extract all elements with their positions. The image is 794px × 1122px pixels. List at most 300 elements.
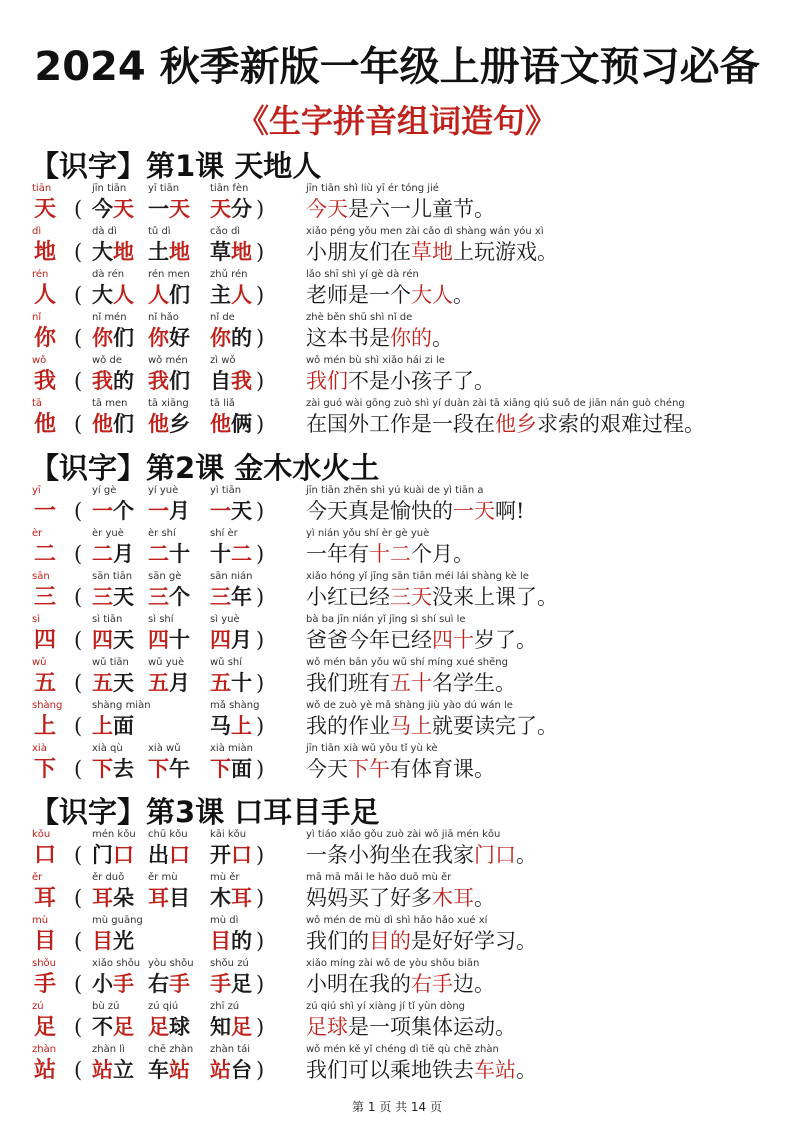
word-pinyin [210, 743, 253, 755]
sentence-segment: 一条小狗坐在我家 [306, 843, 474, 867]
sentence-segment: 一天 [453, 499, 495, 523]
character-row [0, 226, 794, 268]
pinyin-syllable: dì [161, 226, 171, 237]
word-char: 他 [210, 411, 231, 436]
word [148, 281, 190, 309]
word [210, 410, 252, 438]
word-char: 开 [210, 842, 231, 867]
word [92, 410, 134, 438]
word-char: 好 [169, 325, 190, 350]
character: 口 [34, 842, 57, 868]
example-sentence [306, 755, 495, 783]
word-pinyin [148, 829, 188, 841]
open-paren: ( [74, 1015, 83, 1039]
word-pinyin [92, 528, 124, 540]
character-pinyin: tiān [32, 183, 52, 194]
open-paren: ( [74, 412, 83, 436]
word-pinyin [148, 355, 188, 367]
open-paren: ( [74, 843, 83, 867]
word-char: 台 [231, 1057, 252, 1082]
word-char: 手 [169, 971, 190, 996]
sentence-segment: 三天 [390, 585, 432, 609]
word-char: 天 [169, 196, 190, 221]
sentence-pinyin: xiǎo péng yǒu men zài cǎo dì shàng wán yóu xì [306, 226, 544, 237]
character: 耳 [34, 885, 57, 911]
open-paren: ( [74, 929, 83, 953]
pinyin-syllable: èr [92, 528, 103, 539]
pinyin-syllable: kǒu [117, 829, 136, 840]
word-pinyin [148, 614, 174, 626]
word-char: 目 [169, 885, 190, 910]
close-paren: ) [256, 929, 265, 953]
sentence-segment: 我们 [306, 369, 348, 393]
word [92, 841, 134, 869]
character: 地 [34, 239, 57, 265]
word-char: 分 [231, 196, 252, 221]
pinyin-syllable: wǒ [148, 355, 163, 366]
word-pinyin [210, 1001, 239, 1013]
character-row [0, 743, 794, 785]
example-sentence [306, 626, 537, 654]
sentence-segment: 边。 [453, 972, 495, 996]
open-paren: ( [74, 757, 83, 781]
word-pinyin [210, 571, 252, 583]
word-pinyin [210, 872, 240, 884]
pinyin-syllable: zú [107, 1001, 120, 1012]
word [148, 367, 190, 395]
word [92, 583, 134, 611]
word-char: 四 [210, 627, 231, 652]
word-pinyin [92, 312, 127, 324]
pinyin-syllable: ěr [229, 872, 240, 883]
sentence-pinyin: wǒ de zuò yè mǎ shàng jiù yào dú wán le [306, 700, 513, 711]
pinyin-syllable: dà [92, 226, 105, 237]
character-pinyin: nǐ [32, 312, 42, 323]
pinyin-syllable: èr [227, 528, 238, 539]
word [148, 884, 190, 912]
word [210, 626, 252, 654]
character-row [0, 1044, 794, 1086]
word-char: 大 [92, 239, 113, 264]
word-pinyin [210, 614, 240, 626]
word-char: 他 [148, 411, 169, 436]
word-pinyin [148, 1001, 178, 1013]
open-paren: ( [74, 542, 83, 566]
word-pinyin [92, 614, 122, 626]
word-char: 口 [113, 842, 134, 867]
word [148, 841, 190, 869]
word [148, 540, 190, 568]
character-pinyin: sì [32, 614, 40, 625]
word-char: 我 [148, 368, 169, 393]
lesson-heading: 【识字】第2课 金木水火土 [30, 451, 380, 485]
sentence-segment: 岁了。 [474, 628, 537, 652]
word-pinyin [92, 571, 132, 583]
pinyin-syllable: mù [92, 915, 109, 926]
lesson-heading: 【识字】第3课 口耳目手足 [30, 795, 380, 829]
pinyin-syllable: shí [159, 614, 174, 625]
example-sentence [306, 841, 537, 869]
word-char: 上 [231, 713, 252, 738]
word-char: 的 [231, 928, 252, 953]
pinyin-syllable: rén [148, 269, 165, 280]
character-row [0, 571, 794, 613]
word [92, 970, 134, 998]
word-char: 朵 [113, 885, 134, 910]
word-pinyin [210, 226, 240, 238]
pinyin-syllable: xià [92, 743, 107, 754]
page-footer: 第 1 页 共 14 页 [352, 1100, 442, 1114]
word-pinyin [92, 269, 124, 281]
character-pinyin: wǔ [32, 657, 47, 668]
word-pinyin [148, 312, 179, 324]
word-char: 球 [169, 1014, 190, 1039]
word [148, 1056, 190, 1084]
example-sentence [306, 540, 474, 568]
pinyin-syllable: bù [92, 1001, 105, 1012]
pinyin-syllable: dì [107, 226, 117, 237]
pinyin-syllable: miàn [125, 700, 151, 711]
sentence-segment: 这本书是 [306, 326, 390, 350]
pinyin-syllable: shí [161, 528, 176, 539]
pinyin-syllable: ěr [92, 872, 103, 883]
pinyin-syllable: qù [110, 743, 123, 754]
word-pinyin [92, 657, 129, 669]
pinyin-syllable: mù [210, 872, 227, 883]
word-char: 一 [148, 498, 169, 523]
pinyin-syllable: sān [148, 571, 166, 582]
sentence-segment: 爸爸今年已经 [306, 628, 432, 652]
open-paren: ( [74, 585, 83, 609]
word-char: 目 [92, 928, 113, 953]
word-char: 手 [113, 971, 134, 996]
close-paren: ) [256, 326, 265, 350]
word-char: 人 [231, 282, 252, 307]
pinyin-syllable: rén [231, 269, 248, 280]
sentence-segment: 车站 [474, 1058, 516, 1082]
character-pinyin: dì [32, 226, 42, 237]
word-char: 月 [113, 541, 134, 566]
example-sentence [306, 238, 558, 266]
word-pinyin [210, 657, 242, 669]
word-char: 十 [169, 627, 190, 652]
pinyin-syllable: wǔ [148, 657, 163, 668]
sentence-segment: 。 [474, 886, 495, 910]
sentence-segment: 四十 [432, 628, 474, 652]
character-pinyin: shàng [32, 700, 63, 711]
open-paren: ( [74, 240, 83, 264]
word [148, 583, 190, 611]
word-pinyin [210, 700, 259, 712]
example-sentence [306, 583, 558, 611]
character-row [0, 872, 794, 914]
character: 目 [34, 928, 57, 954]
open-paren: ( [74, 628, 83, 652]
pinyin-syllable: shí [227, 657, 243, 668]
word [92, 238, 134, 266]
word-char: 足 [231, 1014, 252, 1039]
word [148, 195, 190, 223]
sentence-segment: 小朋友们在 [306, 240, 411, 264]
open-paren: ( [74, 369, 83, 393]
pinyin-syllable: dì [229, 915, 239, 926]
example-sentence [306, 410, 705, 438]
pinyin-syllable: yí [148, 485, 157, 496]
word-char: 天 [210, 196, 231, 221]
pinyin-syllable: mù [161, 872, 178, 883]
word-char: 土 [148, 239, 169, 264]
word-char: 口 [231, 842, 252, 867]
open-paren: ( [74, 1058, 83, 1082]
word-char: 五 [210, 670, 231, 695]
word-char: 五 [148, 670, 169, 695]
sentence-pinyin: yì nián yǒu shí èr gè yuè [306, 528, 430, 539]
character: 足 [34, 1014, 57, 1040]
word-char: 足 [231, 971, 252, 996]
word [92, 884, 134, 912]
pinyin-syllable: wǒ [221, 355, 236, 366]
pinyin-syllable: men [167, 269, 190, 280]
word-char: 三 [148, 584, 169, 609]
word-pinyin [148, 183, 179, 195]
word-pinyin [148, 743, 181, 755]
close-paren: ) [256, 240, 265, 264]
word-pinyin [92, 743, 123, 755]
word [92, 367, 134, 395]
pinyin-syllable: xiāng [161, 398, 189, 409]
word-char: 二 [231, 541, 252, 566]
close-paren: ) [256, 1015, 265, 1039]
pinyin-syllable: xià [210, 743, 225, 754]
word-char: 出 [148, 842, 169, 867]
word-char: 个 [169, 584, 190, 609]
word [210, 540, 252, 568]
close-paren: ) [256, 499, 265, 523]
word [210, 669, 252, 697]
word-char: 口 [169, 842, 190, 867]
sentence-segment: 目的 [369, 929, 411, 953]
character-pinyin: zú [32, 1001, 44, 1012]
pinyin-syllable: tǔ [148, 226, 159, 237]
sentence-pinyin: wǒ mén de mù dì shì hǎo hǎo xué xí [306, 915, 488, 926]
sentence-segment: 我们的 [306, 929, 369, 953]
pinyin-syllable: tái [237, 1044, 251, 1055]
character-row [0, 915, 794, 957]
word [92, 540, 134, 568]
word-char: 们 [113, 325, 134, 350]
example-sentence [306, 1013, 516, 1041]
word-char: 耳 [148, 885, 169, 910]
word-char: 天 [113, 584, 134, 609]
sentence-pinyin: bà ba jīn nián yǐ jīng sì shí suì le [306, 614, 466, 625]
sentence-segment: 门口 [474, 843, 516, 867]
pinyin-syllable: mén [104, 312, 127, 323]
pinyin-syllable: zú [148, 1001, 160, 1012]
sentence-segment: 你的 [390, 326, 432, 350]
pinyin-syllable: nǐ [148, 312, 158, 323]
word-pinyin [210, 528, 238, 540]
pinyin-syllable: wǔ [166, 743, 181, 754]
pinyin-syllable: zhàn [210, 1044, 235, 1055]
close-paren: ) [256, 886, 265, 910]
word-char: 木 [210, 885, 231, 910]
pinyin-syllable: xià [148, 743, 163, 754]
word [148, 626, 190, 654]
sentence-pinyin: jīn tiān zhēn shì yú kuài de yì tiān a [306, 485, 484, 496]
pinyin-syllable: sì [92, 614, 100, 625]
pinyin-syllable: zhī [210, 1001, 225, 1012]
word [148, 410, 190, 438]
word-pinyin [210, 398, 235, 410]
character: 三 [34, 584, 57, 610]
word-char: 十 [210, 541, 231, 566]
character: 四 [34, 627, 57, 653]
word-pinyin [92, 958, 140, 970]
word-char: 月 [231, 627, 252, 652]
pinyin-syllable: cǎo [210, 226, 228, 237]
character-pinyin: sān [32, 571, 50, 582]
pinyin-syllable: mù [210, 915, 227, 926]
sentence-pinyin: mā mā mǎi le hǎo duō mù ěr [306, 872, 452, 883]
word [210, 927, 252, 955]
sentence-segment: 妈妈买了好多 [306, 886, 432, 910]
open-paren: ( [74, 972, 83, 996]
character-pinyin: zhàn [32, 1044, 57, 1055]
sentence-segment: 小明在我的 [306, 972, 411, 996]
word-char: 耳 [92, 885, 113, 910]
word-pinyin [148, 571, 181, 583]
character: 站 [34, 1057, 57, 1083]
character-row [0, 183, 794, 225]
character-row [0, 958, 794, 1000]
word-char: 目 [210, 928, 231, 953]
word-pinyin [210, 829, 246, 841]
word-char: 三 [92, 584, 113, 609]
word-char: 地 [169, 239, 190, 264]
sentence-segment: 。 [432, 326, 453, 350]
open-paren: ( [74, 283, 83, 307]
pinyin-syllable: tiān [221, 485, 242, 496]
sentence-pinyin: wǒ mén kě yǐ chéng dì tiě qù chē zhàn [306, 1044, 499, 1055]
sentence-segment: 。 [516, 843, 537, 867]
pinyin-syllable: chē [148, 1044, 166, 1055]
sentence-pinyin: wǒ mén bù shì xiǎo hái zi le [306, 355, 445, 366]
word-char: 面 [113, 713, 134, 738]
word [148, 238, 190, 266]
word [148, 755, 190, 783]
pinyin-syllable: nǐ [210, 312, 220, 323]
pinyin-syllable: jīn [92, 183, 104, 194]
word-pinyin [92, 915, 143, 927]
sentence-segment: 我们可以乘地铁去 [306, 1058, 474, 1082]
word-char: 自 [210, 368, 231, 393]
word-char: 午 [169, 756, 190, 781]
word [92, 712, 134, 740]
character-row [0, 269, 794, 311]
word-pinyin [210, 958, 249, 970]
sentence-segment: 没来上课了。 [432, 585, 558, 609]
word [92, 669, 134, 697]
word-char: 月 [169, 498, 190, 523]
word-char: 知 [210, 1014, 231, 1039]
word-char: 主 [210, 282, 231, 307]
character-row [0, 1001, 794, 1043]
sentence-pinyin: zú qiú shì yí xiàng jí tǐ yùn dòng [306, 1001, 466, 1012]
pinyin-syllable: tā [148, 398, 159, 409]
pinyin-syllable: zhǔ [210, 269, 228, 280]
character-pinyin: ěr [32, 872, 43, 883]
example-sentence [306, 497, 524, 525]
word-pinyin [148, 872, 178, 884]
close-paren: ) [256, 843, 265, 867]
pinyin-syllable: kāi [210, 829, 225, 840]
word-char: 耳 [231, 885, 252, 910]
word-char: 不 [92, 1014, 113, 1039]
word [210, 841, 252, 869]
pinyin-syllable: dà [92, 269, 105, 280]
word [210, 970, 252, 998]
pinyin-syllable: sì [148, 614, 156, 625]
sentence-segment: 足球 [306, 1015, 348, 1039]
close-paren: ) [256, 671, 265, 695]
word [210, 712, 252, 740]
character-row [0, 312, 794, 354]
word-char: 站 [169, 1057, 190, 1082]
pinyin-syllable: yuè [165, 657, 185, 668]
sentence-segment: 今天真是愉快的 [306, 499, 453, 523]
pinyin-syllable: miàn [228, 743, 254, 754]
word [148, 497, 190, 525]
pinyin-syllable: de [222, 312, 235, 323]
sentence-segment: 草地 [411, 240, 453, 264]
sentence-segment: 我们班有 [306, 671, 390, 695]
example-sentence [306, 884, 495, 912]
pinyin-syllable: chū [148, 829, 167, 840]
character: 我 [34, 368, 57, 394]
word-char: 二 [92, 541, 113, 566]
sentence-pinyin: zài guó wài gōng zuò shì yí duàn zài tā xiāng qiú suǒ de jiān nán guò chéng [306, 398, 685, 409]
character-pinyin: yī [32, 485, 41, 496]
word-pinyin [148, 226, 171, 238]
character-row [0, 355, 794, 397]
word-char: 俩 [231, 411, 252, 436]
sentence-segment: 啊! [495, 499, 525, 523]
close-paren: ) [256, 412, 265, 436]
pinyin-syllable: shàng [92, 700, 123, 711]
word [210, 755, 252, 783]
pinyin-syllable: yuè [221, 614, 240, 625]
sentence-segment: 木耳 [432, 886, 474, 910]
sentence-segment: 不是小孩子了。 [348, 369, 495, 393]
example-sentence [306, 367, 495, 395]
sentence-segment: 在国外工作是一段在 [306, 412, 495, 436]
word-char: 个 [113, 498, 134, 523]
word [92, 1056, 134, 1084]
word [92, 626, 134, 654]
sentence-segment: 小红已经 [306, 585, 390, 609]
character-row [0, 829, 794, 871]
close-paren: ) [256, 1058, 265, 1082]
word-char: 们 [113, 411, 134, 436]
word-char: 三 [210, 584, 231, 609]
pinyin-syllable: tiān [107, 183, 127, 194]
sentence-pinyin: jīn tiān shì liù yī ér tóng jié [306, 183, 439, 194]
sentence-segment: 我的作业 [306, 714, 390, 738]
word-char: 天 [231, 498, 252, 523]
word-pinyin [210, 355, 236, 367]
pinyin-syllable: zú [227, 1001, 240, 1012]
example-sentence [306, 281, 474, 309]
